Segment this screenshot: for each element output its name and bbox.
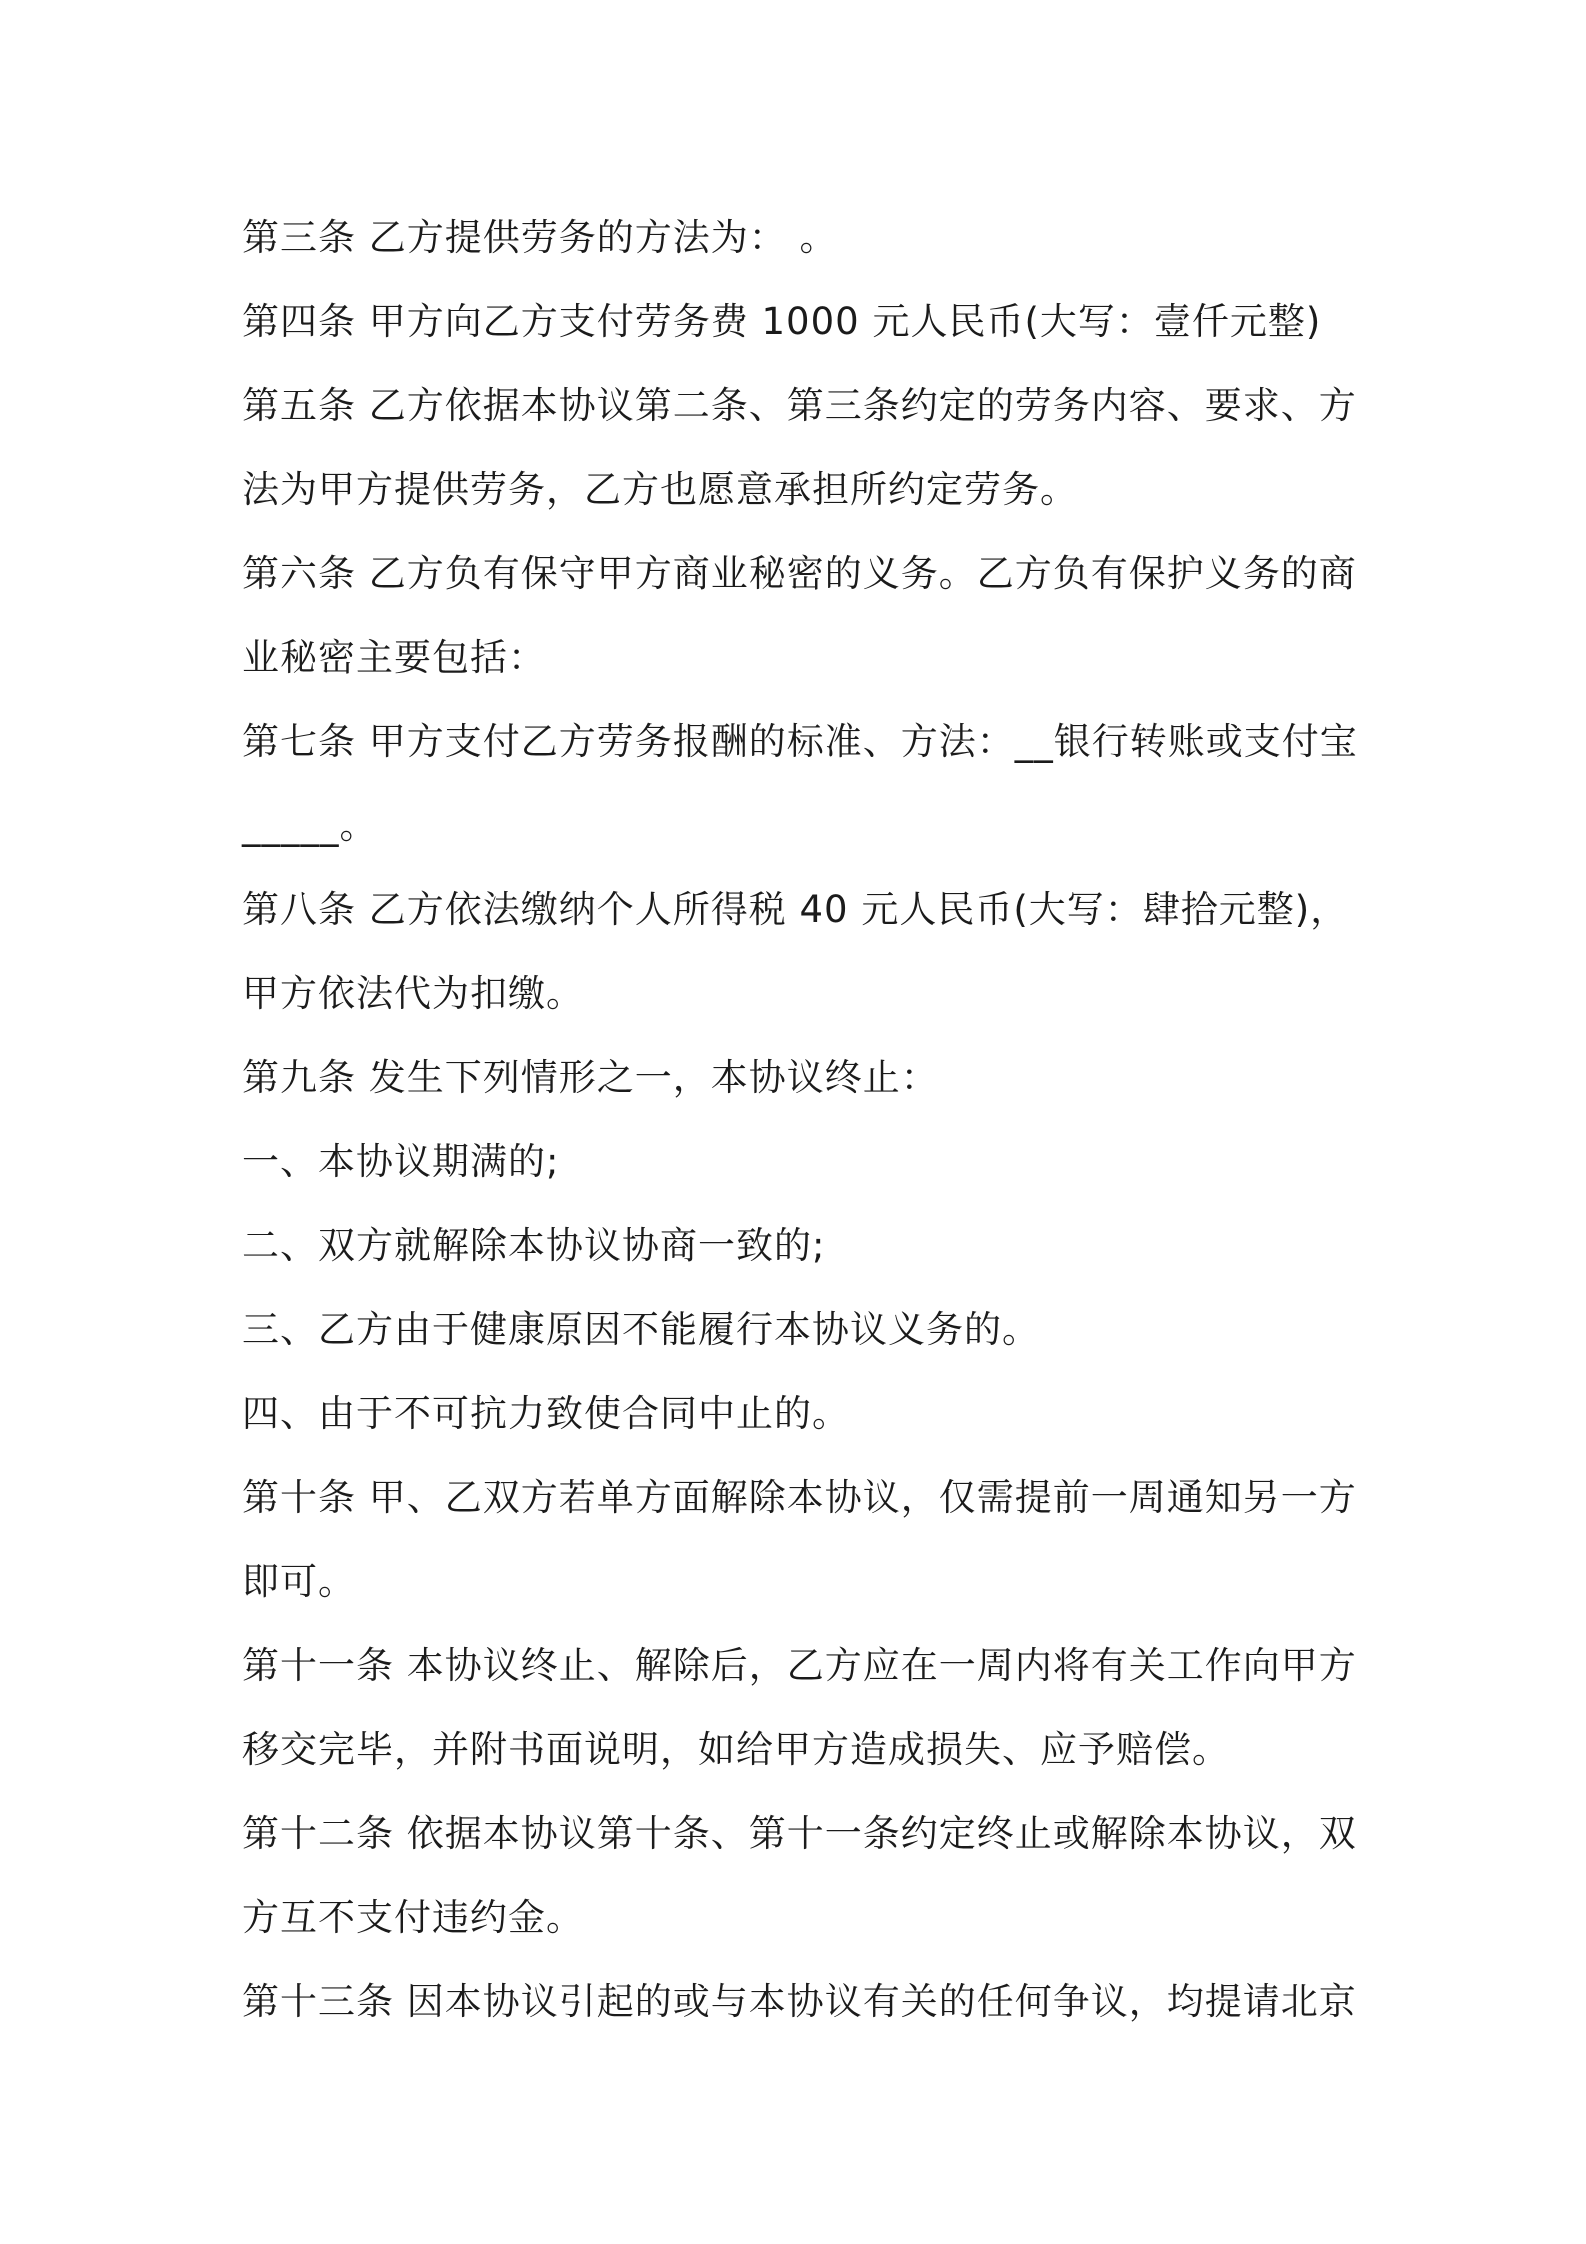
clause-12-line-2: 方互不支付违约金。 xyxy=(242,1896,584,1939)
clause-9-line: 第九条 发生下列情形之一，本协议终止： xyxy=(242,1056,939,1099)
clause-11-line-2: 移交完毕，并附书面说明，如给甲方造成损失、应予赔偿。 xyxy=(242,1728,1230,1771)
clause-10-line-2: 即可。 xyxy=(242,1560,356,1603)
clause-9-item-3: 三、乙方由于健康原因不能履行本协议义务的。 xyxy=(242,1308,1040,1351)
clause-6-line-1: 第六条 乙方负有保守甲方商业秘密的义务。乙方负有保护义务的商 xyxy=(242,552,1357,595)
clause-8-line-1: 第八条 乙方依法缴纳个人所得税 40 元人民币(大写：肆拾元整)， xyxy=(242,888,1349,931)
clause-3-line: 第三条 乙方提供劳务的方法为： 。 xyxy=(242,216,838,259)
clause-13-line-1: 第十三条 因本协议引起的或与本协议有关的任何争议，均提请北京 xyxy=(242,1980,1357,2023)
clause-9-item-2: 二、双方就解除本协议协商一致的; xyxy=(242,1224,826,1267)
clause-5-line-1: 第五条 乙方依据本协议第二条、第三条约定的劳务内容、要求、方 xyxy=(242,384,1357,427)
clause-7-line-2: _____。 xyxy=(242,804,378,847)
clause-6-line-2: 业秘密主要包括： xyxy=(242,636,546,679)
clause-9-item-4: 四、由于不可抗力致使合同中止的。 xyxy=(242,1392,850,1435)
clause-11-line-1: 第十一条 本协议终止、解除后，乙方应在一周内将有关工作向甲方 xyxy=(242,1644,1357,1687)
clause-4-line: 第四条 甲方向乙方支付劳务费 1000 元人民币(大写：壹仟元整) xyxy=(242,300,1322,343)
clause-8-line-2: 甲方依法代为扣缴。 xyxy=(242,972,584,1015)
clause-7-line-1: 第七条 甲方支付乙方劳务报酬的标准、方法：__银行转账或支付宝 xyxy=(242,720,1358,763)
document-body xyxy=(242,196,1367,2044)
clause-12-line-1: 第十二条 依据本协议第十条、第十一条约定终止或解除本协议，双 xyxy=(242,1812,1357,1855)
clause-5-line-2: 法为甲方提供劳务，乙方也愿意承担所约定劳务。 xyxy=(242,468,1078,511)
clause-9-item-1: 一、本协议期满的; xyxy=(242,1140,560,1183)
clause-10-line-1: 第十条 甲、乙双方若单方面解除本协议，仅需提前一周通知另一方 xyxy=(242,1476,1357,1519)
